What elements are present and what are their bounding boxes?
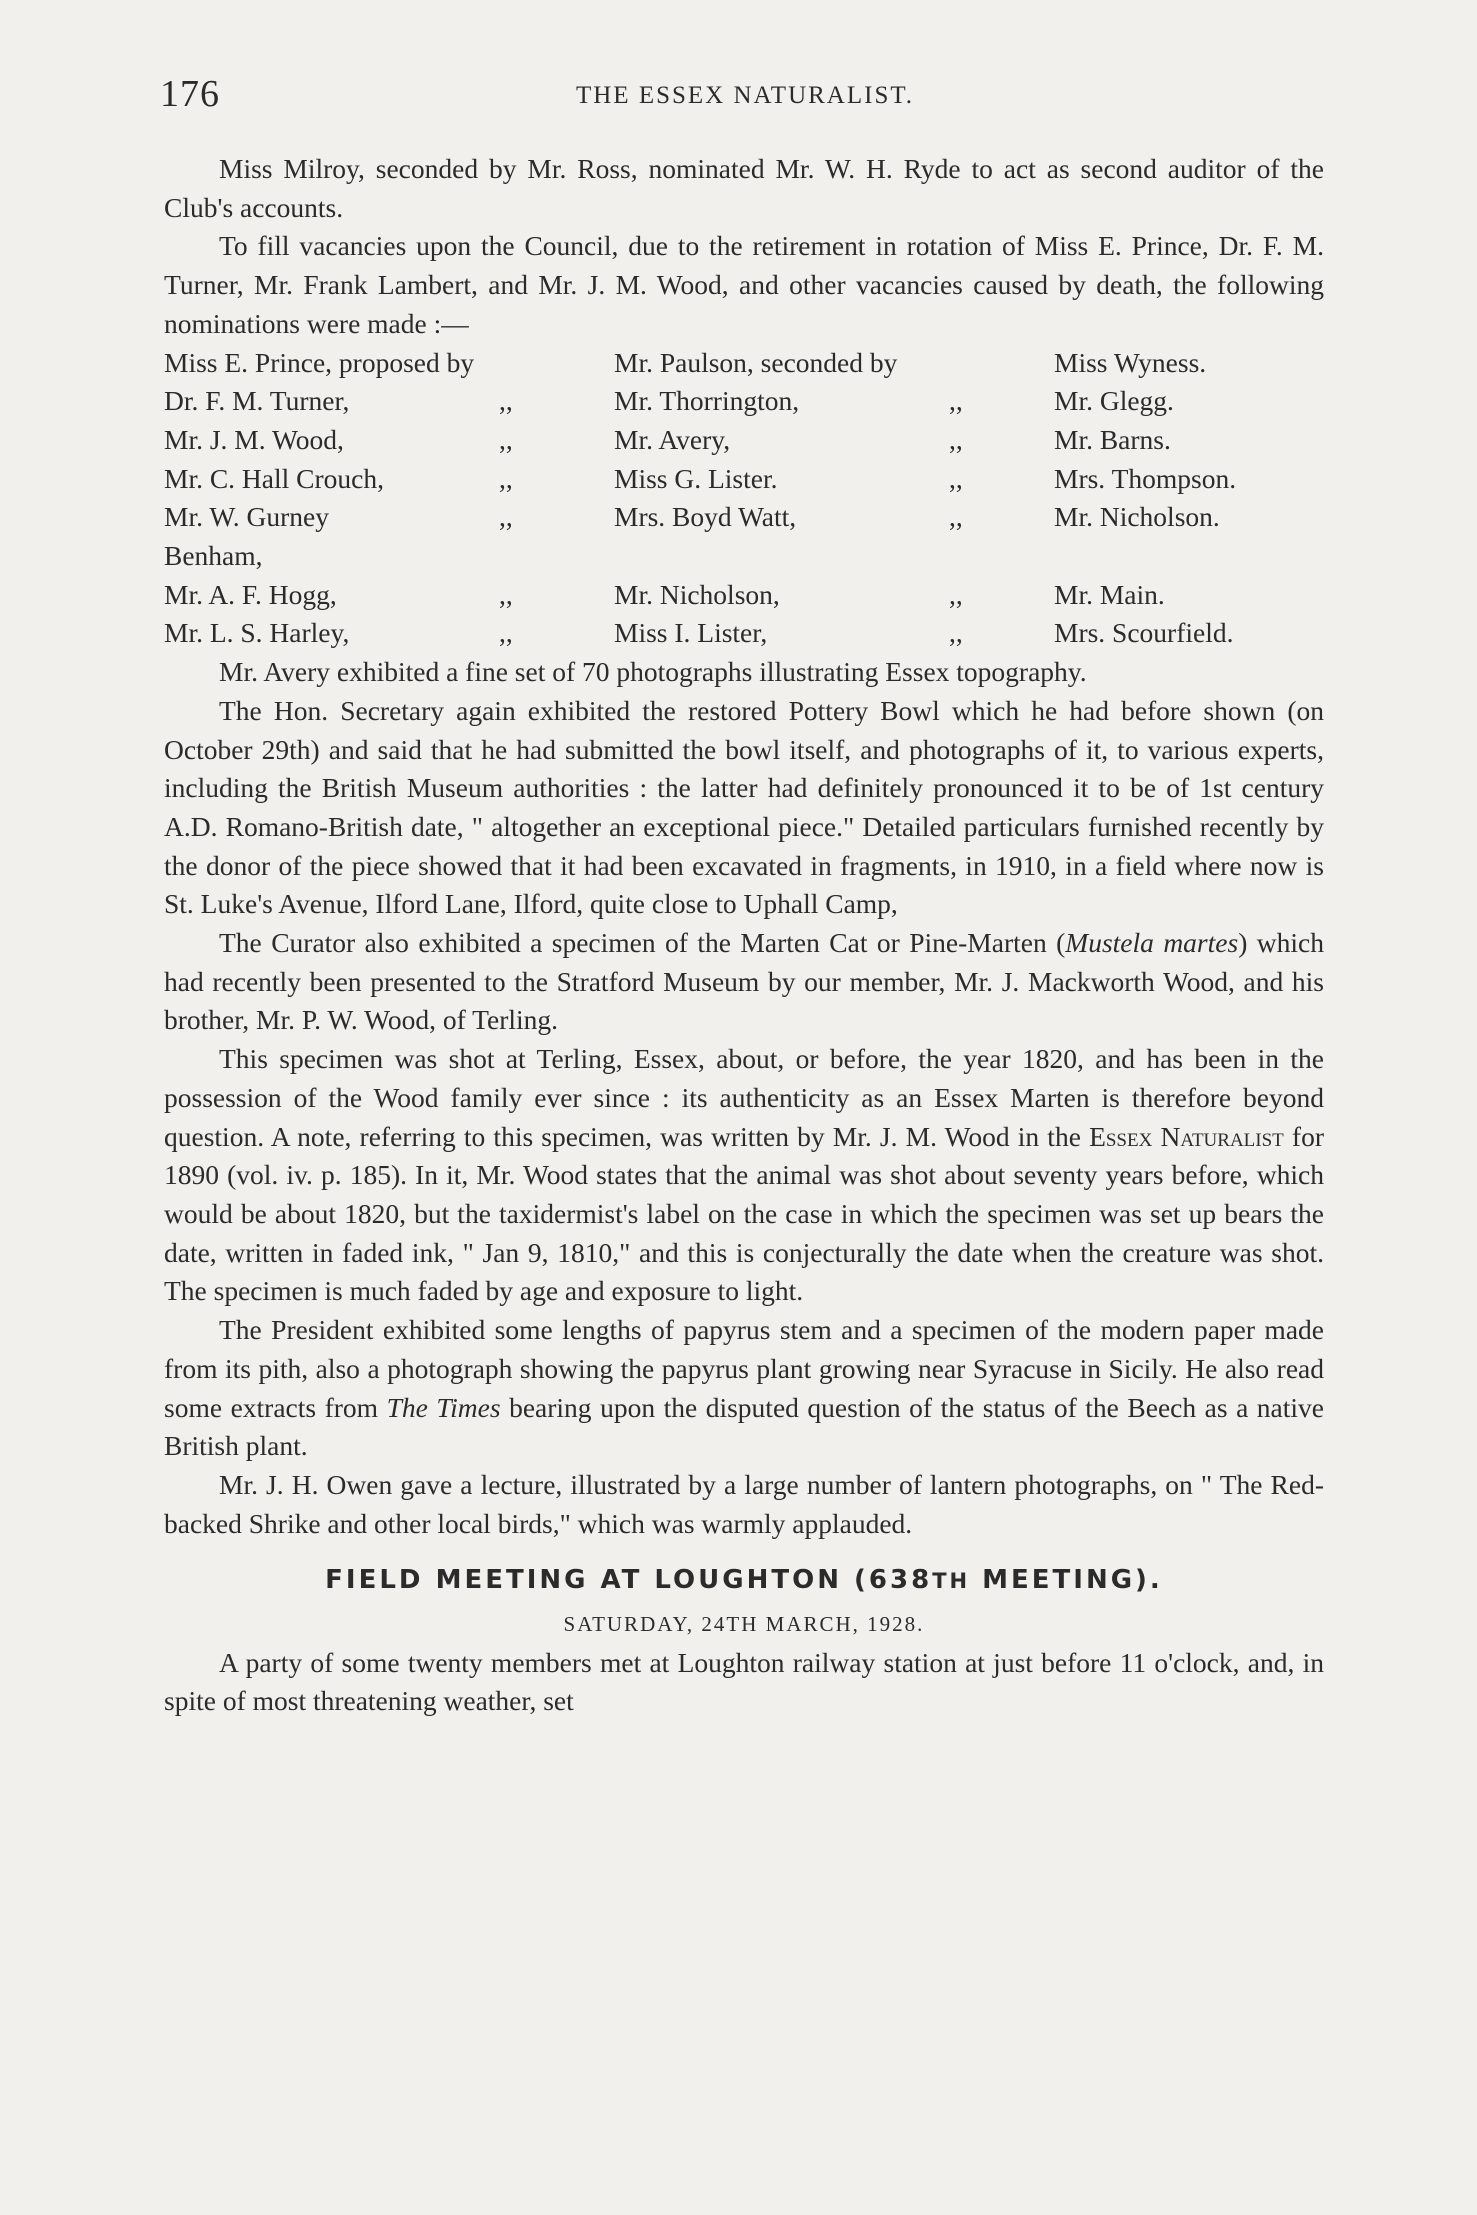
nomination-mark2: ,,: [949, 385, 963, 417]
page-body: [164, 150, 1324, 1721]
nomination-mark2: ,,: [949, 462, 963, 494]
paragraph-specimen: [164, 1040, 1324, 1311]
nomination-mark1: ,,: [499, 501, 513, 533]
heading-ordinal-suffix: TH: [932, 1569, 971, 1594]
paragraph-council-vacancies: To fill vacancies upon the Council, due to the retirement in rotation of Miss E. Prince, Dr. F. M. Turner, Mr. Frank Lambert, and Mr. J. M. Wood, and other vacancies caused by death, the following nominations were made :—: [164, 230, 1324, 339]
table-row: [164, 460, 1324, 499]
nomination-proposer: Mr. Nicholson,: [614, 578, 780, 610]
nomination-seconder: [1054, 537, 1324, 576]
nomination-nominee: Mr. A. F. Hogg,: [164, 578, 337, 610]
text-segment: bearing upon the disputed question of the status of the Beech as a native British plant.: [164, 1391, 1324, 1462]
nomination-nominee: Miss E. Prince, proposed by: [164, 346, 475, 378]
running-title: THE ESSEX NATURALIST.: [575, 82, 915, 109]
species-name: Mustela martes: [1065, 927, 1239, 959]
section-heading: [164, 1561, 1324, 1601]
nomination-seconder: Miss Wyness.: [1054, 346, 1207, 378]
nomination-mark2: ,,: [949, 501, 963, 533]
table-row: [164, 498, 1324, 537]
nomination-proposer: Mr. Paulson, seconded by: [614, 346, 898, 378]
nomination-mark1: ,,: [499, 385, 513, 417]
journal-title: Essex Naturalist: [1089, 1120, 1284, 1152]
heading-part: FIELD MEETING AT LOUGHTON (638: [325, 1565, 933, 1596]
page-number: 176: [160, 73, 220, 115]
nomination-nominee: Mr. W. Gurney: [164, 501, 329, 533]
paragraph-auditor: Miss Milroy, seconded by Mr. Ross, nominated Mr. W. H. Ryde to act as second auditor of the Club's accounts.: [164, 153, 1324, 223]
table-row: [164, 421, 1324, 460]
nomination-mark1: [499, 344, 614, 383]
text-segment: ) which had recently been presented to the Stratford Museum by our member, Mr. J. Mackworth Wood, and his brother, Mr. P. W. Wood, of Terling.: [164, 927, 1324, 1036]
nomination-nominee: Mr. C. Hall Crouch,: [164, 462, 384, 494]
nomination-mark2: [949, 537, 1054, 576]
paragraph-field-meeting: A party of some twenty members met at Loughton railway station at just before 11 o'clock, and, in spite of most threatening weather, set: [164, 1646, 1324, 1717]
nomination-nominee: Mr. L. S. Harley,: [164, 617, 350, 649]
table-row: [164, 382, 1324, 421]
paragraph-papyrus: [164, 1311, 1324, 1466]
text-segment: for 1890 (vol. iv. p. 185). In it, Mr. Wood states that the animal was shot about seventy years before, which would be about 1820, but the taxidermist's label on the case in which the specimen was set up bears the date, written in faded ink, " Jan 9, 1810," and this is conjecturally the date when the creature was shot. The specimen is much faded by age and exposure to light.: [164, 1120, 1324, 1307]
nomination-mark2: ,,: [949, 423, 963, 455]
nomination-mark2: [949, 344, 1054, 383]
nomination-nominee: Mr. J. M. Wood,: [164, 423, 344, 455]
nomination-mark1: ,,: [499, 578, 513, 610]
text-segment: The Curator also exhibited a specimen of the Marten Cat or Pine-Marten (: [219, 927, 1066, 959]
nomination-mark1: ,,: [499, 462, 513, 494]
meeting-date: SATURDAY, 24TH MARCH, 1928.: [563, 1612, 925, 1637]
nomination-proposer: Mr. Thorrington,: [614, 385, 800, 417]
nomination-seconder: Mr. Main.: [1054, 578, 1165, 610]
nomination-seconder: Mr. Barns.: [1054, 423, 1171, 455]
paragraph-lecture: Mr. J. H. Owen gave a lecture, illustrated by a large number of lantern photographs, on " The Red-backed Shrike and other local birds," which was warmly applauded.: [164, 1468, 1324, 1539]
nomination-seconder: Mr. Nicholson.: [1054, 501, 1220, 533]
nomination-mark1: ,,: [499, 423, 513, 455]
heading-part: MEETING).: [970, 1565, 1163, 1596]
nomination-mark2: ,,: [949, 578, 963, 610]
newspaper-title: The Times: [386, 1391, 501, 1423]
nomination-seconder: Mrs. Thompson.: [1054, 462, 1237, 494]
text-segment: This specimen was shot at Terling, Essex, about, or before, the year 1820, and has been in the possession of the Wood family ever since : its authenticity as an Essex Marten is therefore beyond question. A note, referring to this specimen, was written by Mr. J. M. Wood in the: [164, 1043, 1324, 1152]
nomination-proposer: [614, 537, 949, 576]
nomination-mark1: ,,: [499, 617, 513, 649]
table-row: [164, 614, 1324, 653]
nomination-proposer: Mrs. Boyd Watt,: [614, 501, 797, 533]
nomination-seconder: Mrs. Scourfield.: [1054, 617, 1234, 649]
text-segment: The President exhibited some lengths of papyrus stem and a specimen of the modern paper made from its pith, also a photograph showing the papyrus plant growing near Syracuse in Sicily. He also read some extracts from: [164, 1314, 1324, 1423]
nomination-proposer: Miss I. Lister,: [614, 617, 768, 649]
paragraph-pottery-bowl: The Hon. Secretary again exhibited the restored Pottery Bowl which he had before shown (on October 29th) and said that he had submitted the bowl itself, and photographs of it, to various experts, including the British Museum authorities : the latter had definitely pronounced it to be of 1st century A.D. Romano-British date, " altogether an exceptional piece." Detailed particulars furnished recently by the donor of the piece showed that it had been excavated in fragments, in 1910, in a field where now is St. Luke's Avenue, Ilford Lane, Ilford, quite close to Uphall Camp,: [164, 694, 1324, 920]
nominations-table: [164, 344, 1324, 654]
nomination-proposer: Mr. Avery,: [614, 423, 731, 455]
nomination-nominee: Benham,: [164, 540, 263, 572]
nomination-proposer: Miss G. Lister.: [614, 462, 778, 494]
table-row: [164, 576, 1324, 615]
page-header: [160, 72, 1330, 122]
table-row: [164, 537, 1324, 576]
table-row: [164, 344, 1324, 383]
paragraph-photographs: Mr. Avery exhibited a fine set of 70 photographs illustrating Essex topography.: [219, 656, 1087, 688]
nomination-mark1: [499, 537, 614, 576]
nomination-seconder: Mr. Glegg.: [1054, 385, 1174, 417]
paragraph-marten: [164, 924, 1324, 1040]
nomination-nominee: Dr. F. M. Turner,: [164, 385, 350, 417]
nomination-mark2: ,,: [949, 617, 963, 649]
